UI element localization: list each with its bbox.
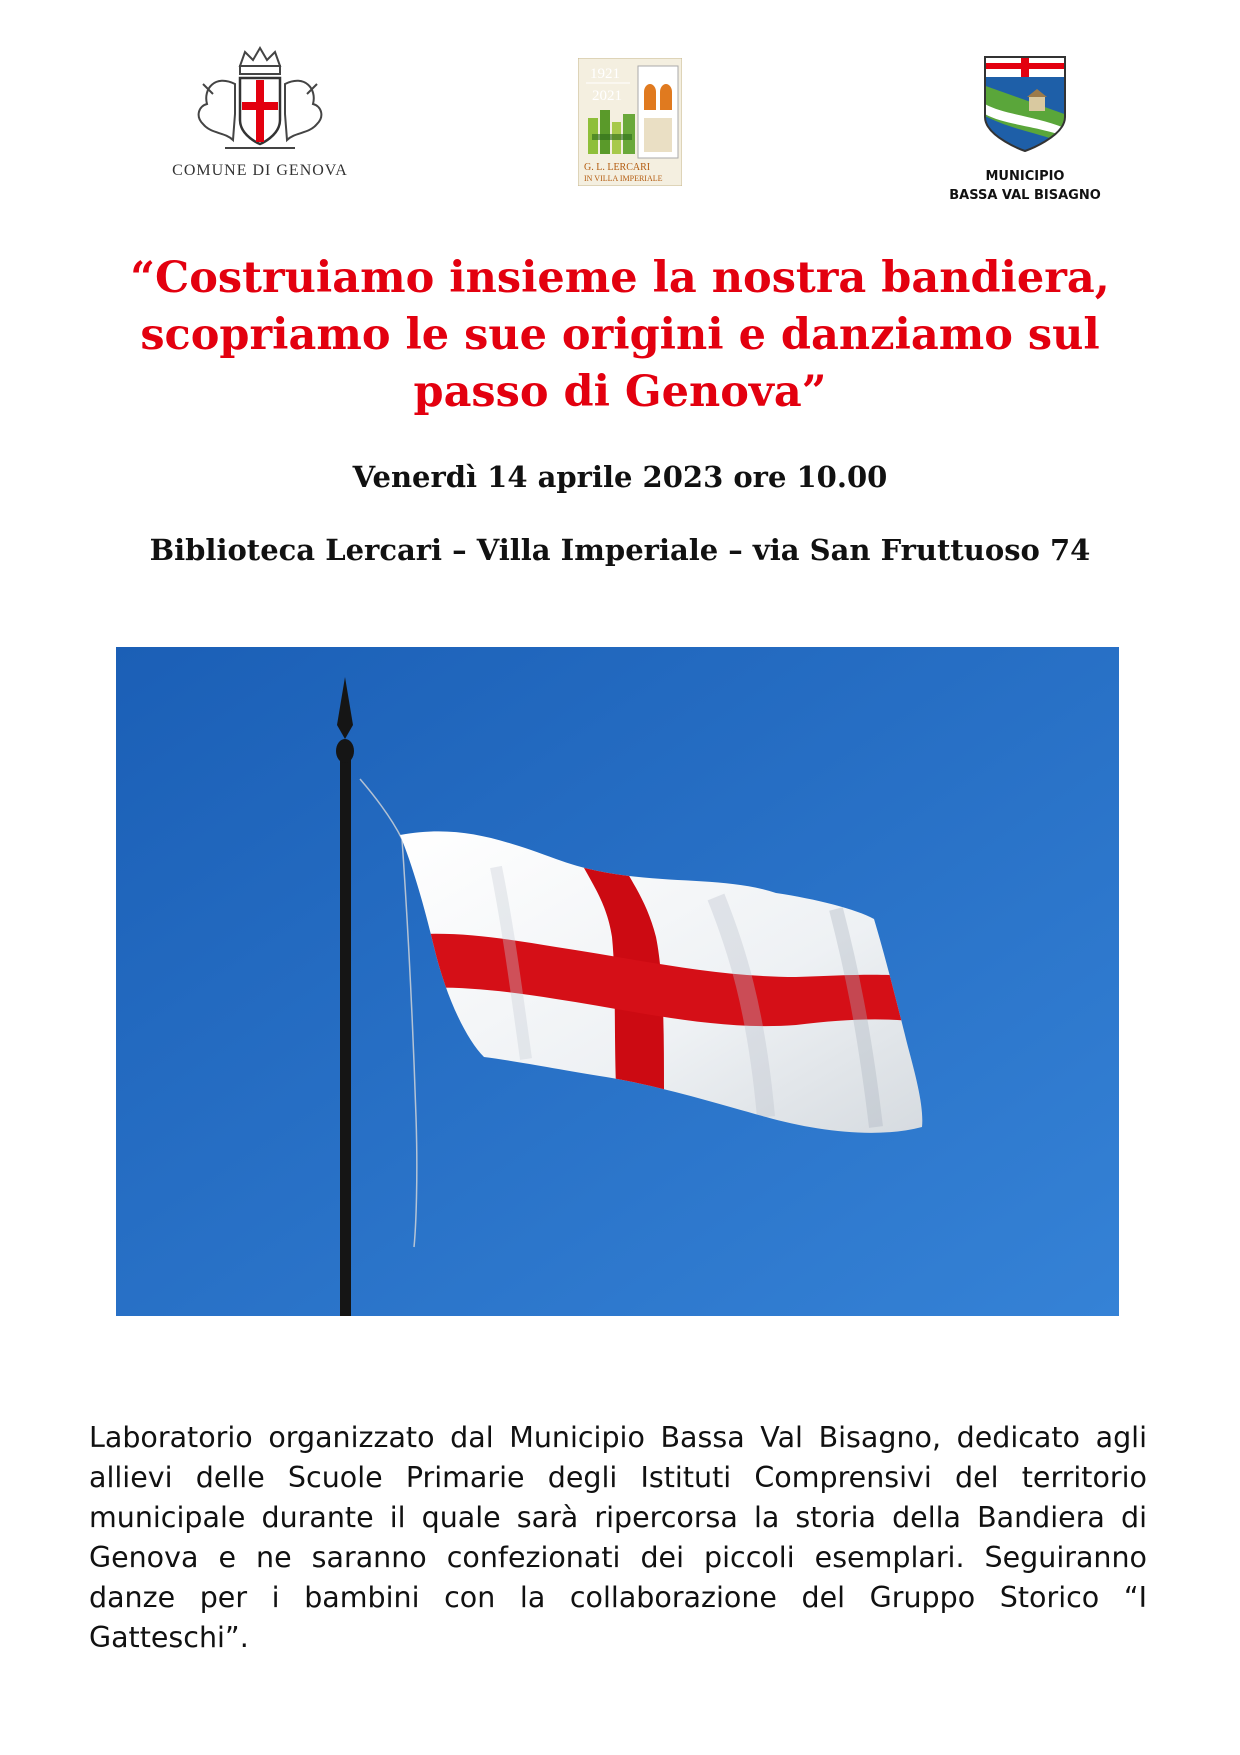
biblioteca-lercari-logo <box>578 58 682 186</box>
comune-di-genova-logo <box>150 44 370 194</box>
municipio-caption-line1: MUNICIPIO <box>985 169 1065 184</box>
event-venue: Biblioteca Lercari – Villa Imperiale – via San Fruttuoso 74 <box>149 533 1091 567</box>
genoa-flag-photo <box>116 647 1119 1316</box>
lercari-year-bottom: 2021 <box>592 88 622 104</box>
municipio-shield-icon <box>983 55 1067 153</box>
lercari-name: G. L. LERCARI <box>584 162 651 173</box>
municipio-caption-line2: BASSA VAL BISAGNO <box>949 188 1101 203</box>
event-title: “Costruiamo insieme la nostra bandiera, scopriamo le sue origini e danziamo sul passo di Genova” <box>130 253 1110 417</box>
event-date: Venerdì 14 aprile 2023 ore 10.00 <box>352 460 888 494</box>
genova-coat-of-arms-icon <box>185 44 335 156</box>
biblioteca-lercari-centenary-logo <box>578 58 682 186</box>
municipio-bassa-val-bisagno-logo <box>930 55 1120 215</box>
comune-di-genova-caption: COMUNE DI GENOVA <box>172 162 348 179</box>
municipio-caption <box>930 167 1120 205</box>
lercari-subtitle: IN VILLA IMPERIALE <box>584 174 663 183</box>
lercari-year-top: 1921 <box>590 66 620 82</box>
genoa-flag-on-pole-photo <box>116 647 1119 1316</box>
event-description: Laboratorio organizzato dal Municipio Bassa Val Bisagno, dedicato agli allievi delle Scuole Primarie degli Istituti Comprensivi del territorio municipale durante il quale sarà ripercorsa la storia della Bandiera di Genova e ne saranno confezionati dei piccoli esemplari. Seguiranno danze per i bambini con la collaborazione del Gruppo Storico “I Gatteschi”. <box>89 1421 1147 1654</box>
